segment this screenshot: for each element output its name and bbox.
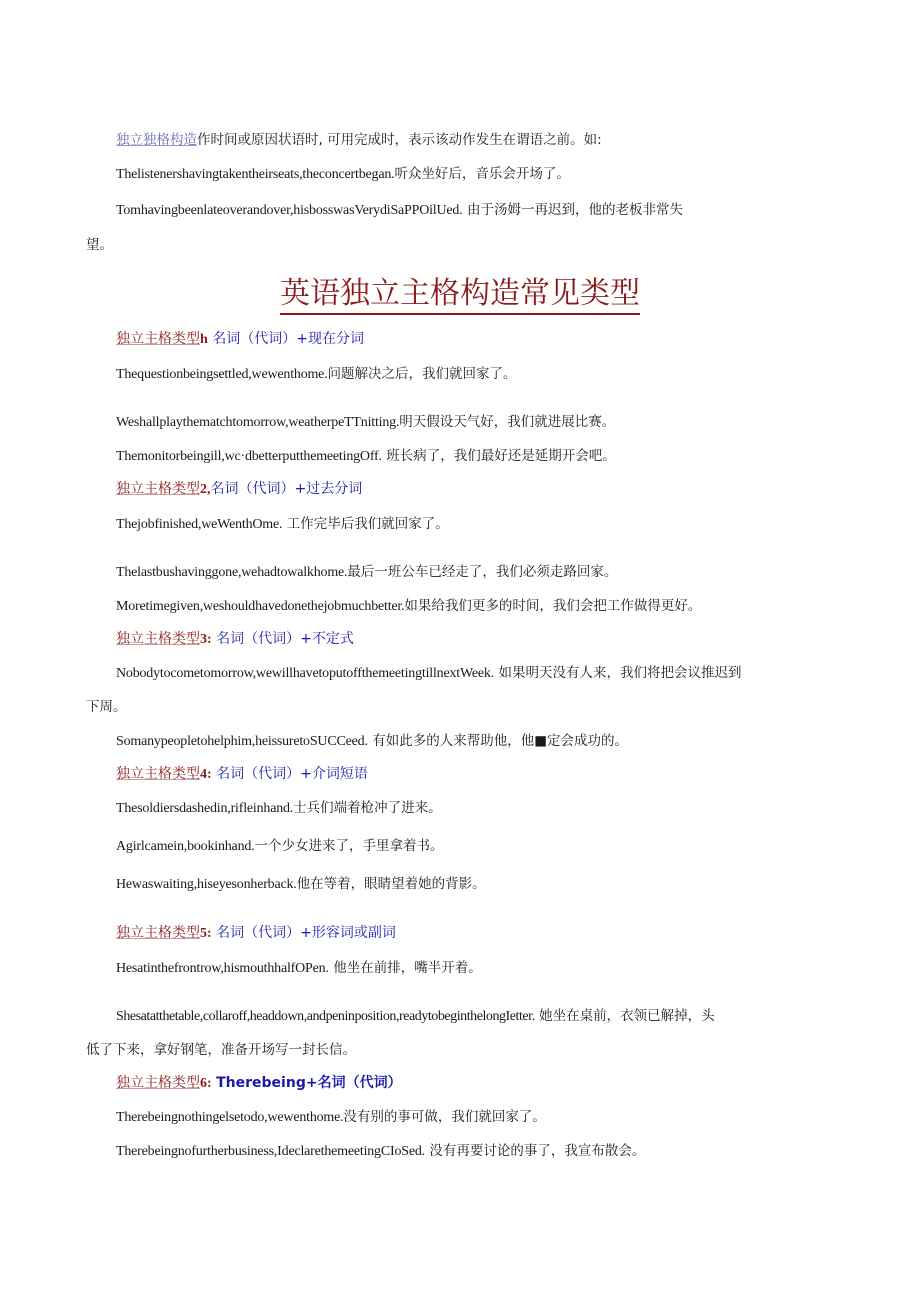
example-en: Hesatinthefrontrow,hismouthhalfOPen. xyxy=(116,961,329,976)
example-zh: 如果明天没有人来，我们将把会议推迟到 xyxy=(498,665,742,681)
example-en: Thejobfinished,weWenthOme. xyxy=(116,517,283,532)
example-line xyxy=(116,798,840,819)
example-zh: 他坐在前排，嘴半开着。 xyxy=(333,960,482,976)
example-line xyxy=(116,1141,840,1162)
example-zh-cont: 下周。 xyxy=(86,699,127,715)
example-zh: 她坐在桌前，衣领已解掉，头 xyxy=(539,1008,715,1024)
example-en: Agirlcamein,bookinhand. xyxy=(116,839,255,854)
intro-example-2-cont xyxy=(86,235,840,255)
example-en: Therebeingnothingelsetodo,wewenthome. xyxy=(116,1110,344,1125)
section-label: 独立主格类型 xyxy=(116,331,200,347)
example-line xyxy=(116,1006,840,1027)
example-line xyxy=(116,596,840,617)
example-en: Weshallplaythematchtomorrow,weatherpeTTnitting. xyxy=(116,415,400,430)
example-zh: 班长病了，我们最好还是延期开会吧。 xyxy=(386,448,616,464)
example-line xyxy=(116,1107,840,1128)
section-label: 独立主格类型 xyxy=(116,1075,200,1091)
example-zh: 工作完毕后我们就回家了。 xyxy=(286,516,449,532)
example-line-cont xyxy=(86,697,840,717)
section-number: 3: xyxy=(200,632,212,647)
example-en: Nobodytocometomorrow,wewillhavetoputoffthemeetingtillnextWeek. xyxy=(116,666,494,681)
section-number: 4: xyxy=(200,767,212,782)
example-zh: 他在等着，眼睛望着她的背影。 xyxy=(296,876,486,892)
example-zh-cont: 望。 xyxy=(86,237,113,253)
example-line xyxy=(116,731,840,752)
example-zh: 一个少女进来了，手里拿着书。 xyxy=(254,838,444,854)
example-en: Thequestionbeingsettled,wewenthome. xyxy=(116,367,328,382)
example-zh-cont: 低了下来，拿好钢笔，准备开场写一封长信。 xyxy=(86,1042,356,1058)
example-en: Thesoldiersdashedin,rifleinhand. xyxy=(116,801,294,816)
example-zh: 没有别的事可做，我们就回家了。 xyxy=(343,1109,546,1125)
example-zh: 如果给我们更多的时间，我们会把工作做得更好。 xyxy=(404,598,702,614)
section-heading-2 xyxy=(116,479,840,500)
section-number: h xyxy=(200,332,208,347)
example-en: Moretimegiven,weshouldhavedonethejobmuchbetter. xyxy=(116,599,405,614)
example-zh: 最后一班公车已经走了，我们必须走路回家。 xyxy=(347,564,618,580)
example-en: Shesatatthetable,collaroff,headdown,andpeninposition,readytobeginthelongIetter. xyxy=(116,1009,535,1024)
example-line xyxy=(116,412,840,433)
page-title: 英语独立主格构造常见类型 xyxy=(0,272,920,316)
intro-link[interactable]: 独立独格构造 xyxy=(116,132,197,148)
intro-example-1 xyxy=(116,164,840,185)
section-desc: 名词（代词）+不定式 xyxy=(216,631,354,647)
section-label: 独立主格类型 xyxy=(116,925,200,941)
example-line xyxy=(116,874,840,895)
example-line xyxy=(116,958,840,979)
example-en: Hewaswaiting,hiseyesonherback. xyxy=(116,877,297,892)
example-line xyxy=(116,446,840,467)
example-zh: 士兵们端着枪冲了进来。 xyxy=(293,800,442,816)
example-en: Tomhavingbeenlateoverandover,hisbosswasVerydiSaPPOilUed. xyxy=(116,203,463,218)
example-line xyxy=(116,562,840,583)
intro-line-1 xyxy=(116,130,840,150)
example-en: Thelastbushavinggone,wehadtowalkhome. xyxy=(116,565,348,580)
example-line xyxy=(116,836,840,857)
example-zh: 明天假设天气好，我们就进展比赛。 xyxy=(399,414,616,430)
section-label: 独立主格类型 xyxy=(116,631,200,647)
example-line xyxy=(116,663,840,684)
example-line xyxy=(116,514,840,535)
example-zh: 问题解决之后，我们就回家了。 xyxy=(327,366,517,382)
section-heading-4 xyxy=(116,764,840,785)
example-line xyxy=(116,364,840,385)
section-number: 5: xyxy=(200,926,212,941)
example-zh: 听众坐好后，音乐会开场了。 xyxy=(394,166,570,182)
section-number: 2, xyxy=(200,482,211,497)
example-en: Themonitorbeingill,wc·dbetterputthemeetingOff. xyxy=(116,449,382,464)
example-line-cont xyxy=(86,1040,840,1060)
example-zh: 没有再要讨论的事了，我宣布散会。 xyxy=(429,1143,646,1159)
example-en: Therebeingnofurtherbusiness,IdeclarethemeetingCIoSed. xyxy=(116,1144,425,1159)
section-desc: 名词（代词）+介词短语 xyxy=(216,766,368,782)
section-heading-3 xyxy=(116,629,840,650)
example-zh: 由于汤姆一再迟到，他的老板非常失 xyxy=(466,202,683,218)
section-label: 独立主格类型 xyxy=(116,481,200,497)
intro-line-1-text: 作时间或原因状语时, 可用完成时，表示该动作发生在谓语之前。如: xyxy=(197,132,602,148)
example-zh: 有如此多的人来帮助他，他■定会成功的。 xyxy=(372,733,628,749)
section-desc: 名词（代词）+现在分词 xyxy=(212,331,364,347)
example-en: Somanypeopletohelphim,heissuretoSUCCeed. xyxy=(116,734,368,749)
section-desc: 名词（代词）+形容词或副词 xyxy=(216,925,396,941)
section-heading-5 xyxy=(116,923,840,944)
section-heading-6 xyxy=(116,1073,840,1094)
section-desc: 名词（代词）+过去分词 xyxy=(210,481,363,497)
example-en: Thelistenershavingtakentheirseats,theconcertbegan. xyxy=(116,167,395,182)
intro-example-2 xyxy=(116,200,840,221)
section-heading-1 xyxy=(116,329,840,350)
section-desc: Therebeing+名词（代词） xyxy=(216,1075,402,1091)
section-label: 独立主格类型 xyxy=(116,766,200,782)
section-number: 6: xyxy=(200,1076,212,1091)
